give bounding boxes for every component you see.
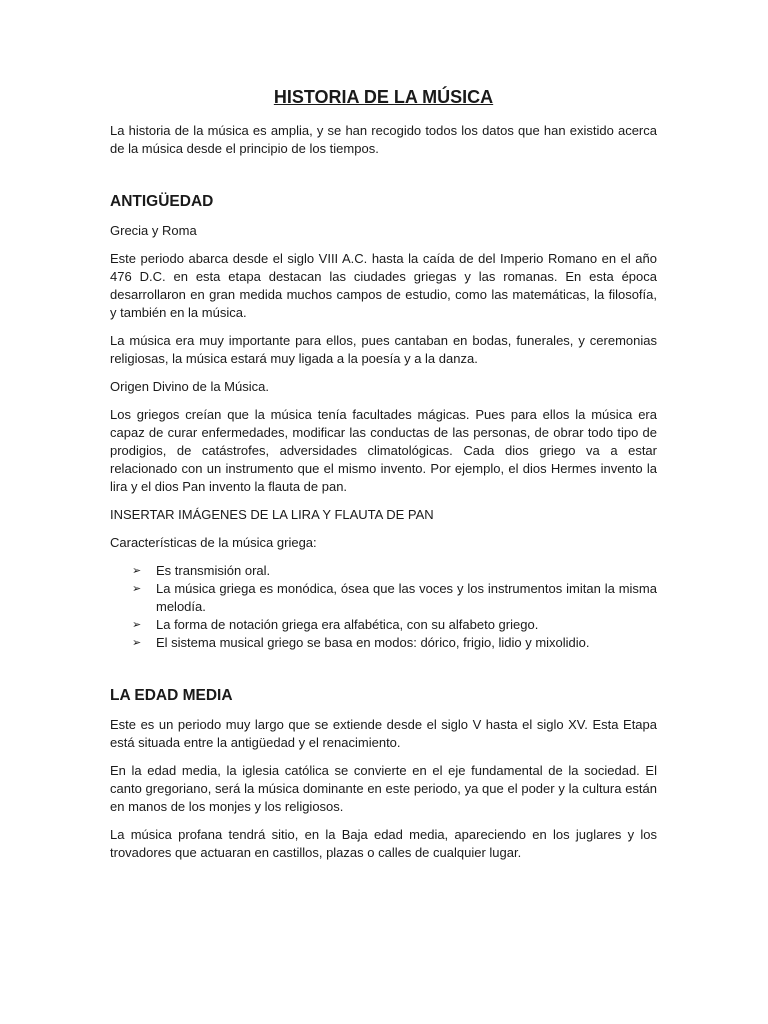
arrow-bullet-icon: ➢ xyxy=(132,637,142,649)
paragraph: Los griegos creían que la música tenía facultades mágicas. Pues para ellos la música era capaz de curar enfermedades, modificar las conductas de las personas, de obrar todo tipo de prodigios, de catástrofes, adversidades climatológicas. Cada dios griego va a estar relacionado con un instrumento que el mismo invento. Por ejemplo, el dios Hermes invento la lira y el dios Pan invento la flauta de pan. xyxy=(110,407,657,494)
subtitle-origen-divino: Origen Divino de la Música. xyxy=(110,379,269,394)
list-item: ➢ La forma de notación griega era alfabética, con su alfabeto griego. xyxy=(132,617,539,632)
features-list xyxy=(110,562,657,652)
arrow-bullet-icon: ➢ xyxy=(132,565,142,577)
document-title: HISTORIA DE LA MÚSICA xyxy=(273,87,494,107)
list-item: ➢ El sistema musical griego se basa en modos: dórico, frigio, lidio y mixolidio. xyxy=(132,635,590,650)
features-intro: Características de la música griega: xyxy=(110,535,317,550)
paragraph: En la edad media, la iglesia católica se convierte en el eje fundamental de la sociedad. El canto gregoriano, será la música dominante en este periodo, ya que el poder y la cultura están en manos de los monjes y los religiosos. xyxy=(110,763,657,814)
document-page xyxy=(110,86,657,872)
intro-paragraph: La historia de la música es amplia, y se han recogido todos los datos que han existido acerca de la música desde el principio de los tiempos. xyxy=(110,123,657,156)
section-heading-edad-media: LA EDAD MEDIA xyxy=(110,687,233,704)
paragraph: Este es un periodo muy largo que se extiende desde el siglo V hasta el siglo XV. Esta Etapa está situada entre la antigüedad y el renacimiento. xyxy=(110,717,657,750)
subtitle-grecia-roma: Grecia y Roma xyxy=(110,223,197,238)
arrow-bullet-icon: ➢ xyxy=(132,583,142,595)
list-item: ➢ Es transmisión oral. xyxy=(132,563,271,578)
insert-images-note: INSERTAR IMÁGENES DE LA LIRA Y FLAUTA DE PAN xyxy=(110,507,434,522)
paragraph: La música era muy importante para ellos, pues cantaban en bodas, funerales, y ceremonias religiosas, la música estará muy ligada a la poesía y a la danza. xyxy=(110,333,657,366)
paragraph: Este periodo abarca desde el siglo VIII A.C. hasta la caída de del Imperio Romano en el año 476 D.C. en esta etapa destacan las ciudades griegas y las romanas. En esta época desarrollaron en gran medida muchos campos de estudio, como las matemáticas, la filosofía, y también en la música. xyxy=(110,251,657,320)
paragraph: La música profana tendrá sitio, en la Baja edad media, apareciendo en los juglares y los trovadores que actuaran en castillos, plazas o calles de cualquier lugar. xyxy=(110,827,657,860)
list-item: ➢ La música griega es monódica, ósea que las voces y los instrumentos imitan la misma melodía. xyxy=(132,581,657,614)
section-heading-antiguedad: ANTIGÜEDAD xyxy=(110,193,214,210)
arrow-bullet-icon: ➢ xyxy=(132,619,142,631)
